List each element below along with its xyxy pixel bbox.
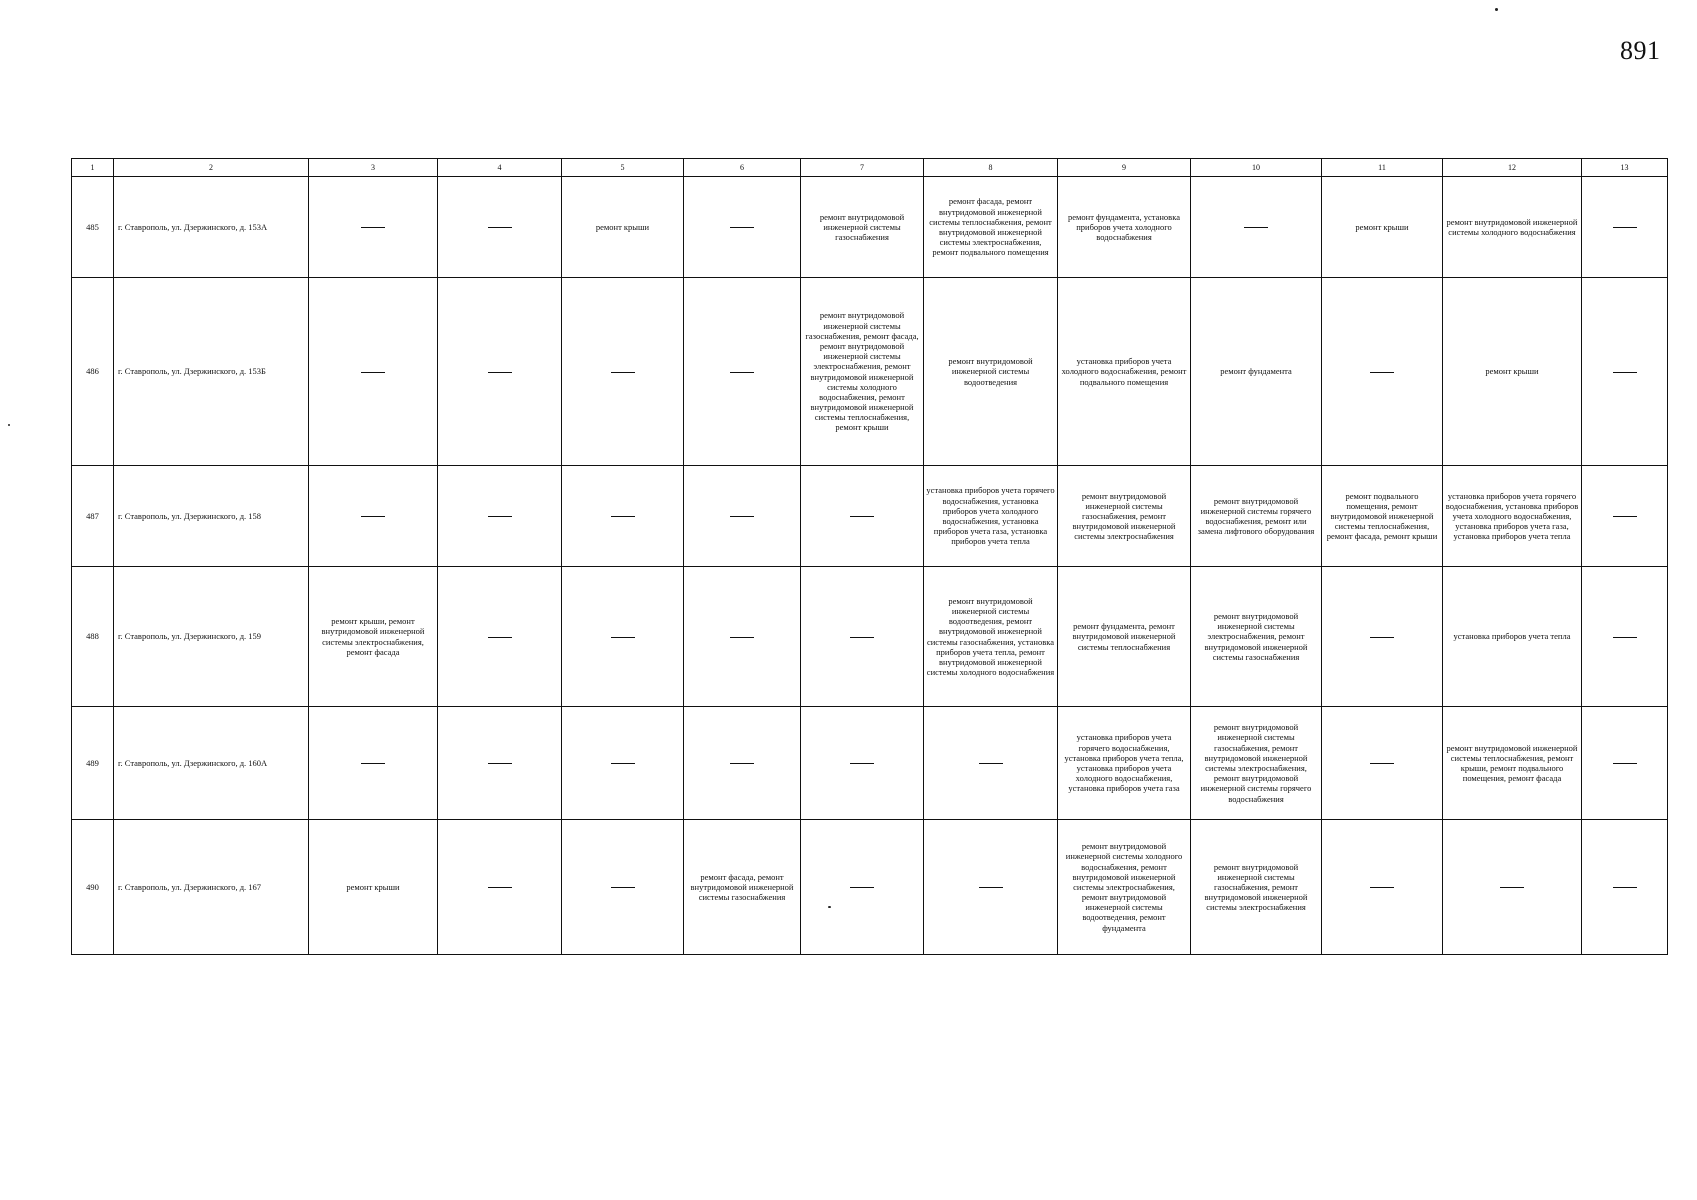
cell-text: ремонт внутридомовой инженерной системы газоснабжения, ремонт внутридомовой инженерной системы электроснабжения — [1072, 490, 1176, 542]
table-cell — [1058, 177, 1191, 278]
dash-mark — [1613, 887, 1637, 888]
dash-mark — [730, 227, 754, 228]
cell-text: 488 — [86, 631, 99, 642]
table-cell — [684, 278, 801, 466]
table-cell — [1582, 567, 1668, 707]
row-number-cell — [72, 707, 114, 820]
table-cell — [1058, 567, 1191, 707]
table-cell — [801, 278, 924, 466]
row-number-cell — [72, 466, 114, 567]
dash-mark — [1613, 516, 1637, 517]
table-cell — [684, 707, 801, 820]
table-row — [72, 567, 1668, 707]
dash-mark — [611, 763, 635, 764]
cell-text: ремонт внутридомовой инженерной системы водоотведения, ремонт внутридомовой инженерной системы газоснабжения, установка приборов учета тепла, ремонт внутридомовой инженерной системы холодного водоснабжения — [926, 595, 1055, 678]
cell-text: установка приборов учета горячего водоснабжения, установка приборов учета холодного водоснабжения, установка приборов учета газа, установка приборов учета тепла — [1445, 490, 1579, 542]
dash-mark — [611, 516, 635, 517]
cell-text: ремонт фасада, ремонт внутридомовой инженерной системы газоснабжения — [690, 871, 794, 903]
dash-mark — [488, 516, 512, 517]
table-cell — [1058, 466, 1191, 567]
address-cell — [114, 707, 309, 820]
table-row — [72, 820, 1668, 955]
header-row — [72, 159, 1668, 177]
table-cell — [924, 466, 1058, 567]
cell-text: ремонт внутридомовой инженерной системы теплоснабжения, ремонт крыши, ремонт подвального помещения, ремонт фасада — [1446, 742, 1578, 784]
dash-mark — [850, 763, 874, 764]
cell-text: ремонт крыши — [346, 881, 400, 892]
table-cell — [684, 177, 801, 278]
table-row — [72, 177, 1668, 278]
table-cell — [309, 466, 438, 567]
table-cell — [438, 567, 562, 707]
table-cell — [1443, 820, 1582, 955]
cell-text: г. Ставрополь, ул. Дзержинского, д. 158 — [118, 510, 262, 521]
cell-text: ремонт внутридомовой инженерной системы холодного водоснабжения, ремонт внутридомовой инженерной системы электроснабжения, ремонт внутридомовой инженерной системы водоотведения, ремонт фундамента — [1065, 841, 1183, 933]
scan-speck — [1495, 8, 1498, 11]
cell-text: ремонт подвального помещения, ремонт внутридомовой инженерной системы теплоснабжения, ремонт фасада, ремонт крыши — [1326, 490, 1438, 542]
dash-mark — [488, 227, 512, 228]
table-cell — [1582, 707, 1668, 820]
dash-mark — [488, 637, 512, 638]
row-number-cell — [72, 567, 114, 707]
column-header: 3 — [309, 159, 438, 177]
table-cell — [801, 707, 924, 820]
dash-mark — [611, 637, 635, 638]
cell-text: г. Ставрополь, ул. Дзержинского, д. 160А — [118, 757, 268, 768]
cell-text: ремонт внутридомовой инженерной системы газоснабжения, ремонт фасада, ремонт внутридомовой инженерной системы электроснабжения, ремонт внутридомовой инженерной системы холодного водоснабжения, ремонт внутридомовой инженерной системы теплоснабжения, ремонт крыши — [805, 310, 919, 433]
cell-text: 486 — [86, 366, 99, 377]
table-cell — [1058, 278, 1191, 466]
table-cell — [1443, 466, 1582, 567]
dash-mark — [1613, 637, 1637, 638]
table-cell — [1191, 466, 1322, 567]
column-header: 1 — [72, 159, 114, 177]
table-cell — [562, 466, 684, 567]
cell-text: 490 — [86, 881, 99, 892]
table-cell — [1443, 567, 1582, 707]
cell-text: г. Ставрополь, ул. Дзержинского, д. 159 — [118, 631, 262, 642]
dash-mark — [1370, 887, 1394, 888]
table-cell — [684, 466, 801, 567]
cell-text: г. Ставрополь, ул. Дзержинского, д. 167 — [118, 881, 262, 892]
table-cell — [1322, 820, 1443, 955]
table-cell — [924, 707, 1058, 820]
cell-text: 489 — [86, 757, 99, 768]
table-cell — [1443, 707, 1582, 820]
dash-mark — [730, 372, 754, 373]
table-cell — [924, 278, 1058, 466]
repair-schedule-table — [71, 158, 1668, 955]
table-cell — [562, 567, 684, 707]
dash-mark — [611, 887, 635, 888]
cell-text: ремонт внутридомовой инженерной системы холодного водоснабжения — [1446, 216, 1578, 237]
cell-text: ремонт внутридомовой инженерной системы газоснабжения — [819, 211, 905, 243]
cell-text: установка приборов учета горячего водоснабжения, установка приборов учета тепла, установка приборов учета холодного водоснабжения, установка приборов учета газа — [1064, 732, 1184, 794]
cell-text: ремонт фундамента, ремонт внутридомовой инженерной системы теплоснабжения — [1072, 621, 1176, 652]
address-cell — [114, 177, 309, 278]
address-cell — [114, 567, 309, 707]
dash-mark — [1613, 763, 1637, 764]
table-cell — [438, 278, 562, 466]
cell-text: ремонт фундамента, установка приборов учета холодного водоснабжения — [1068, 211, 1180, 243]
table-cell — [924, 177, 1058, 278]
column-header: 8 — [924, 159, 1058, 177]
table-cell — [309, 177, 438, 278]
dash-mark — [730, 763, 754, 764]
table-cell — [1322, 707, 1443, 820]
cell-text: г. Ставрополь, ул. Дзержинского, д. 153Б — [118, 366, 266, 377]
table-cell — [1191, 820, 1322, 955]
cell-text: ремонт фундамента — [1220, 366, 1292, 377]
table-row — [72, 707, 1668, 820]
cell-text: ремонт крыши — [1355, 221, 1409, 232]
dash-mark — [611, 372, 635, 373]
cell-text: ремонт крыши — [1485, 366, 1539, 377]
dash-mark — [488, 887, 512, 888]
cell-text: ремонт внутридомовой инженерной системы газоснабжения, ремонт внутридомовой инженерной системы электроснабжения, ремонт внутридомовой инженерной системы горячего водоснабжения — [1200, 722, 1312, 804]
dash-mark — [1500, 887, 1524, 888]
table-cell — [684, 567, 801, 707]
table-cell — [438, 820, 562, 955]
dash-mark — [730, 516, 754, 517]
table-cell — [1058, 820, 1191, 955]
table-cell — [1582, 278, 1668, 466]
dash-mark — [488, 763, 512, 764]
column-header: 7 — [801, 159, 924, 177]
address-cell — [114, 466, 309, 567]
row-number-cell — [72, 177, 114, 278]
dash-mark — [979, 763, 1003, 764]
table-cell — [562, 707, 684, 820]
dash-mark — [1244, 227, 1268, 228]
column-header: 10 — [1191, 159, 1322, 177]
table-body — [72, 177, 1668, 955]
dash-mark — [1613, 372, 1637, 373]
table-cell — [801, 466, 924, 567]
table-cell — [438, 707, 562, 820]
scan-speck — [8, 424, 10, 426]
table-row — [72, 278, 1668, 466]
column-header: 4 — [438, 159, 562, 177]
table-cell — [1191, 707, 1322, 820]
cell-text: ремонт фасада, ремонт внутридомовой инженерной системы теплоснабжения, ремонт внутридомовой инженерной системы электроснабжения, ремонт подвального помещения — [929, 196, 1052, 258]
table-cell — [924, 567, 1058, 707]
cell-text: 485 — [86, 221, 99, 232]
page-number: 891 — [1620, 36, 1661, 65]
table-cell — [562, 177, 684, 278]
table-cell — [309, 278, 438, 466]
table-cell — [1322, 466, 1443, 567]
dash-mark — [850, 516, 874, 517]
dash-mark — [1370, 637, 1394, 638]
cell-text: ремонт внутридомовой инженерной системы горячего водоснабжения, ремонт или замена лифтового оборудования — [1197, 495, 1315, 537]
dash-mark — [850, 637, 874, 638]
table-cell — [438, 177, 562, 278]
table-cell — [562, 820, 684, 955]
address-cell — [114, 278, 309, 466]
table-cell — [1582, 466, 1668, 567]
cell-text: ремонт крыши — [595, 221, 650, 232]
column-header: 11 — [1322, 159, 1443, 177]
cell-text: ремонт внутридомовой инженерной системы электроснабжения, ремонт внутридомовой инженерной системы газоснабжения — [1204, 611, 1308, 662]
dash-mark — [1370, 763, 1394, 764]
column-header: 6 — [684, 159, 801, 177]
dash-mark — [361, 763, 385, 764]
table-cell — [1058, 707, 1191, 820]
column-header: 12 — [1443, 159, 1582, 177]
table-cell — [1191, 177, 1322, 278]
table-row — [72, 466, 1668, 567]
dash-mark — [361, 227, 385, 228]
column-header: 2 — [114, 159, 309, 177]
cell-text: ремонт внутридомовой инженерной системы газоснабжения, ремонт внутридомовой инженерной системы электроснабжения — [1204, 861, 1308, 913]
dash-mark — [361, 372, 385, 373]
table-cell — [924, 820, 1058, 955]
cell-text: ремонт внутридомовой инженерной системы водоотведения — [948, 356, 1033, 387]
table-cell — [309, 567, 438, 707]
table-cell — [801, 177, 924, 278]
table-cell — [1191, 278, 1322, 466]
table-cell — [801, 820, 924, 955]
table-cell — [801, 567, 924, 707]
cell-text: установка приборов учета тепла — [1453, 631, 1571, 642]
address-cell — [114, 820, 309, 955]
table-cell — [1322, 177, 1443, 278]
dash-mark — [730, 637, 754, 638]
table-cell — [309, 707, 438, 820]
table-cell — [562, 278, 684, 466]
table-cell — [1582, 177, 1668, 278]
column-header: 5 — [562, 159, 684, 177]
cell-text: ремонт крыши, ремонт внутридомовой инженерной системы электроснабжения, ремонт фасада — [321, 616, 425, 657]
dash-mark — [1370, 372, 1394, 373]
cell-text: г. Ставрополь, ул. Дзержинского, д. 153А — [118, 221, 268, 232]
table-cell — [1582, 820, 1668, 955]
row-number-cell — [72, 278, 114, 466]
row-number-cell — [72, 820, 114, 955]
dash-mark — [1613, 227, 1637, 228]
table-cell — [1322, 567, 1443, 707]
table-cell — [1322, 278, 1443, 466]
table-cell — [1443, 278, 1582, 466]
table-cell — [1443, 177, 1582, 278]
dash-mark — [850, 887, 874, 888]
dash-mark — [979, 887, 1003, 888]
cell-text: установка приборов учета горячего водоснабжения, установка приборов учета холодного водоснабжения, установка приборов учета газа, установка приборов учета тепла — [926, 485, 1055, 547]
table-cell — [684, 820, 801, 955]
table-cell — [309, 820, 438, 955]
dash-mark — [361, 516, 385, 517]
table-cell — [438, 466, 562, 567]
column-header: 13 — [1582, 159, 1668, 177]
cell-text: установка приборов учета холодного водоснабжения, ремонт подвального помещения — [1061, 356, 1187, 387]
column-header: 9 — [1058, 159, 1191, 177]
cell-text: 487 — [86, 510, 99, 521]
table-cell — [1191, 567, 1322, 707]
dash-mark — [488, 372, 512, 373]
